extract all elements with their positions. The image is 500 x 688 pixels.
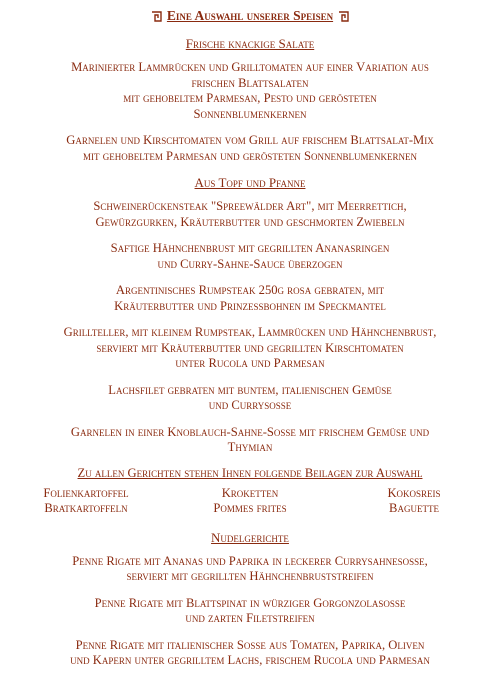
menu-item bbox=[4, 554, 496, 585]
sides-list bbox=[4, 486, 496, 517]
menu-item-line: Penne Rigate mit italienischer Sosse aus Tomaten, Paprika, Oliven bbox=[75, 637, 425, 652]
menu-item-line: Saftige Hähnchenbrust mit gegrillten Ananasringen bbox=[110, 241, 390, 255]
menu-item-line: und zarten Filetstreifen bbox=[185, 611, 315, 625]
menu-item-line: Lachsfilet gebraten mit buntem, italienischen Gemüse bbox=[108, 382, 392, 397]
menu-item bbox=[4, 383, 496, 414]
menu-item-line: und Currysosse bbox=[208, 398, 292, 412]
section-pot-and-pan bbox=[4, 175, 496, 456]
menu-item-line: frischen Blattsalaten bbox=[191, 75, 309, 90]
side-item: Kokosreis bbox=[387, 485, 441, 500]
menu-item-line: Marinierter Lammrücken und Grilltomaten auf einer Variation aus bbox=[71, 60, 429, 74]
section-heading: Nudelgerichte bbox=[211, 529, 289, 545]
menu-item-line: Garnelen und Kirschtomaten vom Grill auf frischem Blattsalat-Mix bbox=[66, 133, 434, 147]
section-heading: Aus Topf und Pfanne bbox=[194, 175, 306, 190]
menu-item bbox=[4, 199, 496, 230]
menu-item bbox=[4, 638, 496, 669]
greek-key-icon bbox=[338, 11, 349, 22]
menu-title-text: Eine Auswahl unserer Speisen bbox=[166, 8, 334, 23]
section-sides bbox=[4, 466, 496, 517]
menu-item bbox=[4, 283, 496, 314]
menu-item bbox=[4, 60, 496, 122]
menu-item-line: Argentinisches Rumpsteak 250g rosa gebraten, mit bbox=[115, 283, 385, 297]
menu-item-line: Gewürzgurken, Kräuterbutter und geschmorten Zwiebeln bbox=[95, 214, 405, 229]
side-item: Pommes frites bbox=[213, 501, 287, 515]
menu-item-line: Thymian bbox=[227, 440, 273, 454]
menu-item-line: Grillteller, mit kleinem Rumpsteak, Lammrücken und Hähnchenbrust, bbox=[63, 325, 437, 339]
menu-item bbox=[4, 241, 496, 272]
menu-item-line: serviert mit gegrillten Hähnchenbruststreifen bbox=[126, 569, 374, 583]
side-item: Bratkartoffeln bbox=[44, 501, 128, 515]
sides-heading: Zu allen Gerichten stehen Ihnen folgende Beilagen zur Auswahl bbox=[77, 465, 423, 480]
side-item: Kroketten bbox=[221, 485, 279, 500]
menu-item-line: serviert mit Kräuterbutter und gegrillten Kirschtomaten bbox=[96, 340, 404, 355]
side-item: Folienkartoffel bbox=[43, 485, 129, 500]
section-heading: Frische knackige Salate bbox=[185, 36, 315, 51]
menu-item-line: mit gehobeltem Parmesan und gerösteten Sonnenblumenkernen bbox=[83, 148, 417, 163]
menu-item-line: Schweinerückensteak "Spreewälder Art", mit Meerrettich, bbox=[93, 199, 407, 213]
menu-item-line: Penne Rigate mit Ananas und Paprika in leckerer Currysahnesosse, bbox=[72, 553, 428, 568]
side-item: Baguette bbox=[389, 501, 439, 515]
greek-key-icon bbox=[151, 11, 162, 22]
menu-item bbox=[4, 425, 496, 456]
menu-item-line: Sonnenblumenkernen bbox=[193, 106, 307, 121]
menu-item bbox=[4, 596, 496, 627]
menu-item-line: Garnelen in einer Knoblauch-Sahne-Sosse mit frischem Gemüse und bbox=[70, 424, 430, 439]
menu-item-line: Kräuterbutter und Prinzessbohnen im Speckmantel bbox=[114, 298, 386, 313]
menu-item-line: Penne Rigate mit Blattspinat in würziger Gorgonzolasosse bbox=[94, 595, 406, 610]
menu-item-line: und Curry-Sahne-Sauce überzogen bbox=[157, 256, 343, 271]
menu-item bbox=[4, 325, 496, 372]
section-salads bbox=[4, 36, 496, 164]
menu-item-line: und Kapern unter gegrilltem Lachs, frischem Rucola und Parmesan bbox=[70, 653, 430, 667]
menu-item-line: unter Rucola und Parmesan bbox=[175, 356, 325, 370]
menu-item bbox=[4, 133, 496, 164]
menu-item-line: mit gehobeltem Parmesan, Pesto und gerösteten bbox=[123, 91, 377, 105]
section-noodles bbox=[4, 530, 496, 669]
menu-title bbox=[4, 8, 496, 24]
